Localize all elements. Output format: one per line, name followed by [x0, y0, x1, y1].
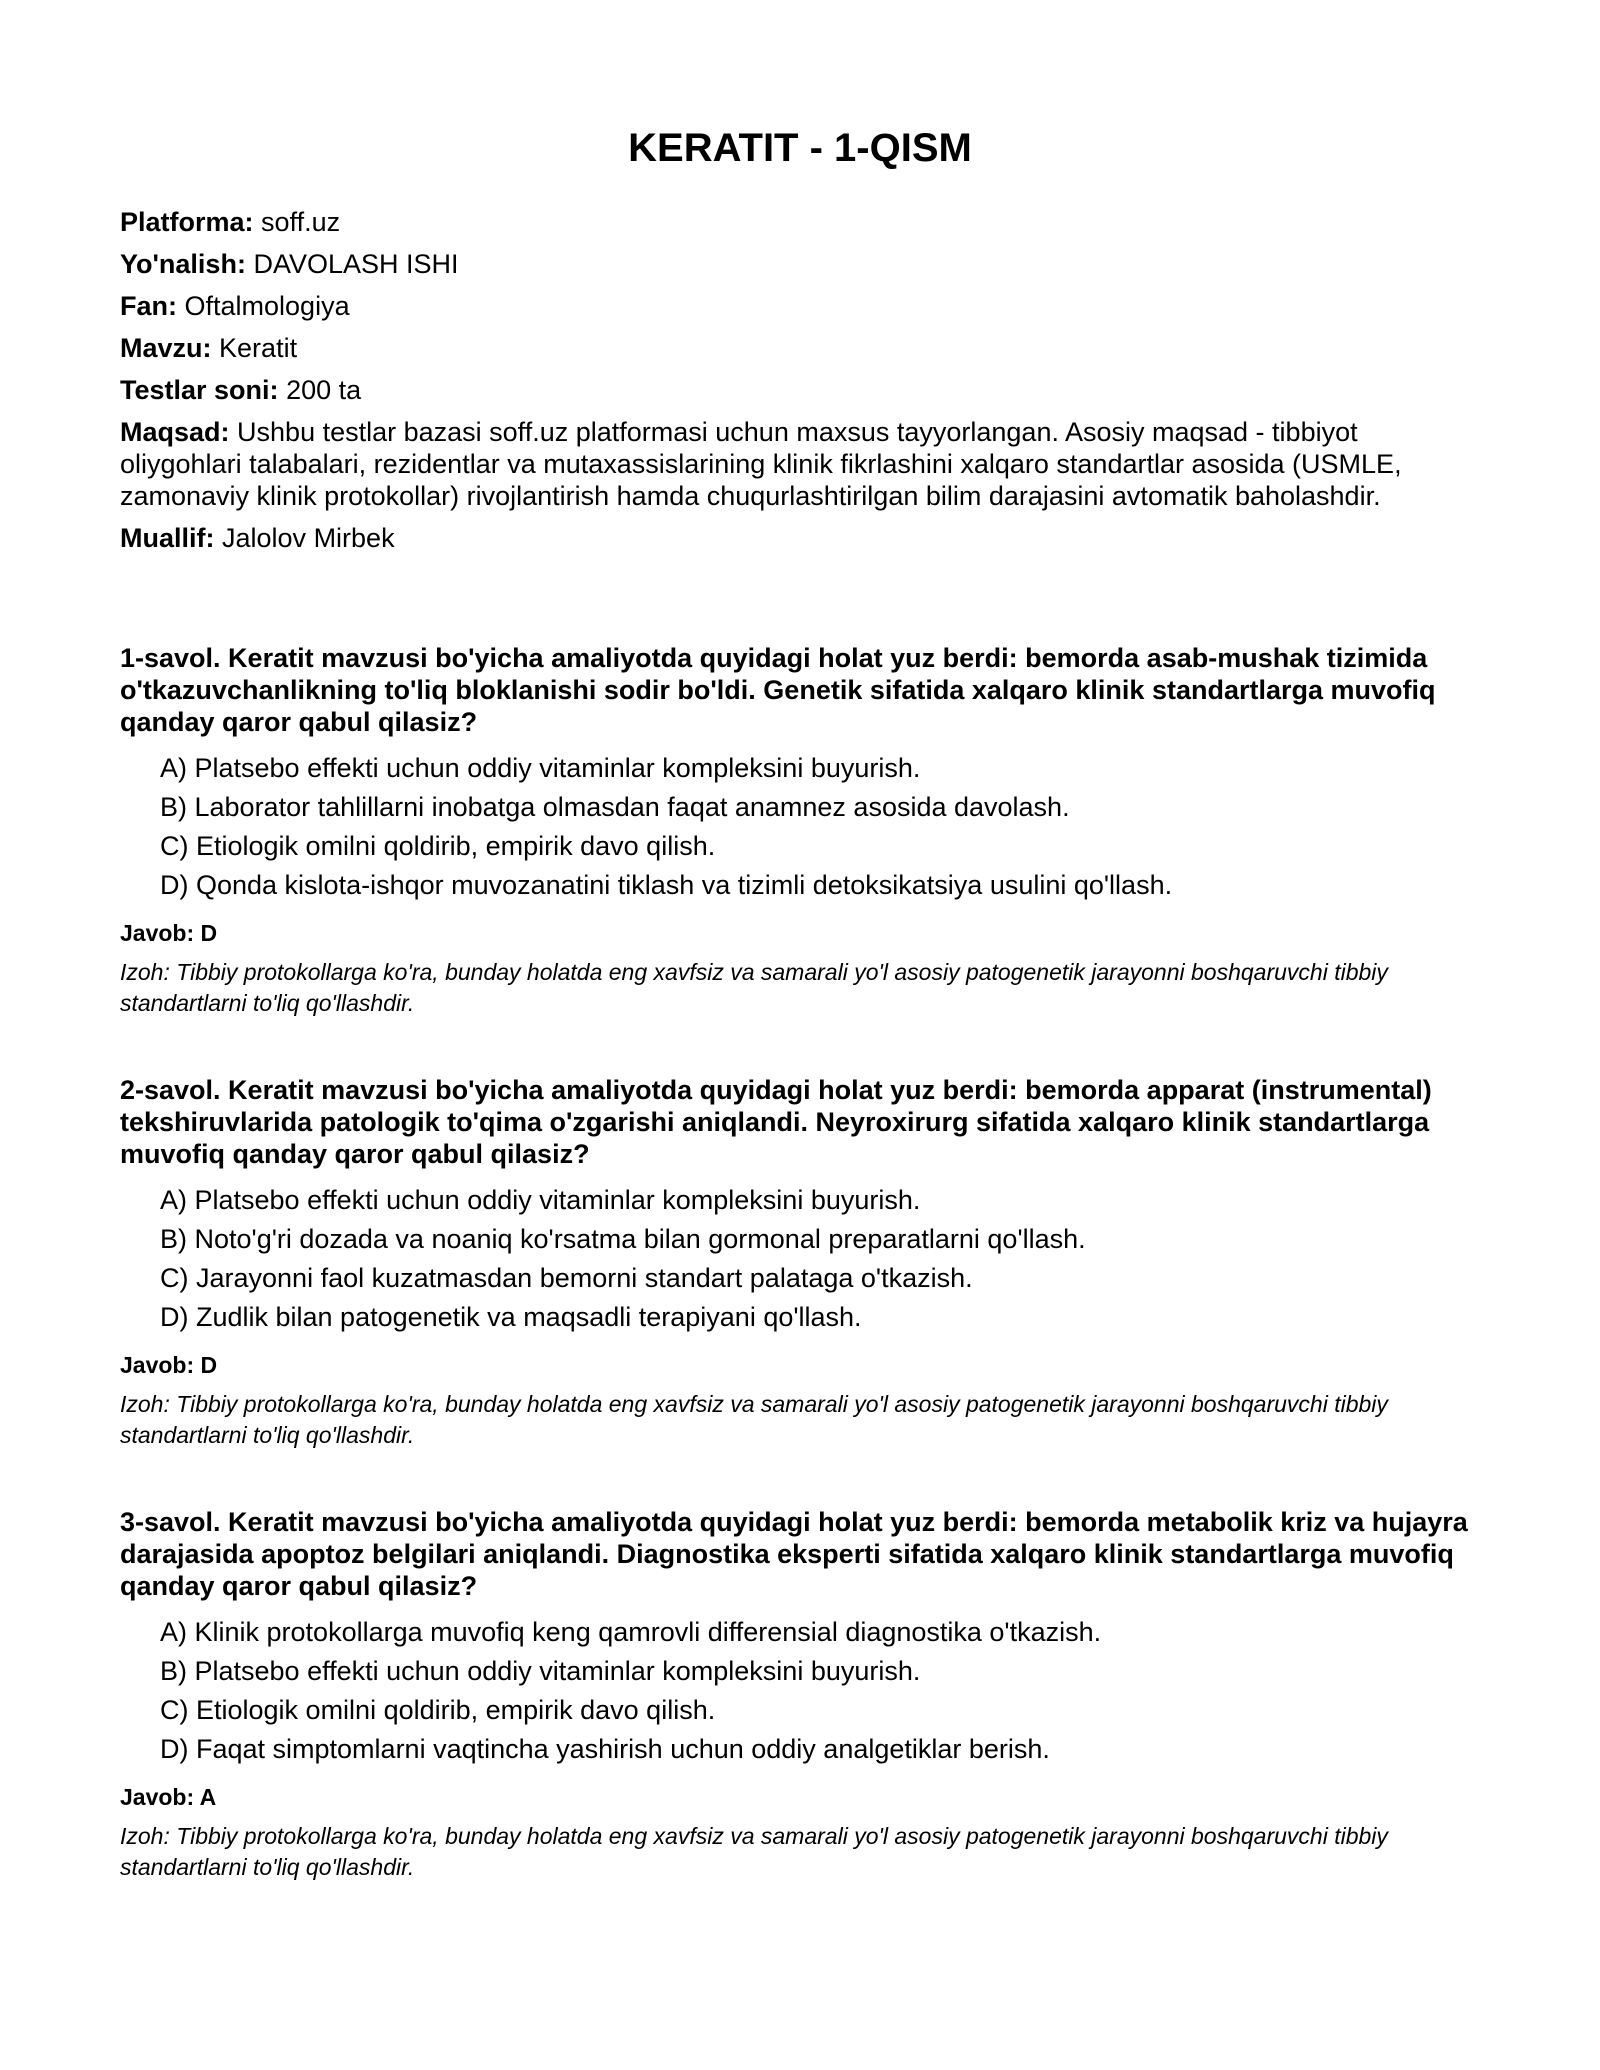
document-meta — [120, 206, 1480, 554]
option-list — [120, 752, 1480, 901]
answer-label: Javob: D — [120, 1352, 218, 1378]
option-d: D) Zudlik bilan patogenetik va maqsadli terapiyani qo'llash. — [160, 1302, 862, 1332]
meta-value: soff.uz — [261, 207, 341, 237]
meta-label: Testlar soni: — [120, 375, 279, 405]
option-list — [120, 1616, 1480, 1765]
option-c: C) Etiologik omilni qoldirib, empirik davo qilish. — [160, 1695, 716, 1725]
option-a: A) Platsebo effekti uchun oddiy vitaminlar kompleksini buyurish. — [160, 753, 921, 783]
answer-label: Javob: D — [120, 920, 218, 946]
meta-author — [120, 522, 1480, 554]
meta-label: Fan: — [120, 291, 177, 321]
option-b: B) Platsebo effekti uchun oddiy vitaminlar kompleksini buyurish. — [160, 1656, 921, 1686]
option-b: B) Noto'g'ri dozada va noaniq ko'rsatma bilan gormonal preparatlarni qo'llash. — [160, 1224, 1086, 1254]
explanation-note: Izoh: Tibbiy protokollarga ko'ra, bunday holatda eng xavfsiz va samarali yo'l asosiy patogenetik jarayonni boshqaruvchi tibbiy standartlarni to'liq qo'llashdir. — [120, 1823, 1388, 1880]
meta-label: Yo'nalish: — [120, 249, 246, 279]
meta-value: 200 ta — [286, 375, 362, 405]
meta-value: Keratit — [219, 333, 298, 363]
question-text: 1-savol. Keratit mavzusi bo'yicha amaliyotda quyidagi holat yuz berdi: bemorda asab-mushak tizimida o'tkazuvchanlikning to'liq bloklanishi sodir bo'ldi. Genetik sifatida xalqaro klinik standartlarga muvofiq qanday qaror qabul qilasiz? — [120, 643, 1436, 737]
meta-value: Oftalmologiya — [184, 291, 350, 321]
option-list — [120, 1184, 1480, 1333]
option-d: D) Qonda kislota-ishqor muvozanatini tiklash va tizimli detoksikatsiya usulini qo'llash. — [160, 870, 1173, 900]
option-b: B) Laborator tahlillarni inobatga olmasdan faqat anamnez asosida davolash. — [160, 792, 1070, 822]
meta-direction — [120, 248, 1480, 280]
meta-value: Jalolov Mirbek — [222, 523, 395, 553]
option-a: A) Klinik protokollarga muvofiq keng qamrovli differensial diagnostika o'tkazish. — [160, 1617, 1102, 1647]
question-3 — [120, 1506, 1480, 1883]
document-title: KERATIT - 1-QISM — [628, 126, 972, 170]
option-c: C) Etiologik omilni qoldirib, empirik davo qilish. — [160, 831, 716, 861]
meta-platform — [120, 206, 1480, 238]
meta-test-count — [120, 374, 1480, 406]
question-2 — [120, 1074, 1480, 1451]
meta-subject — [120, 290, 1480, 322]
meta-purpose — [120, 416, 1480, 512]
answer-label: Javob: A — [120, 1784, 217, 1810]
meta-value: DAVOLASH ISHI — [253, 249, 459, 279]
question-text: 2-savol. Keratit mavzusi bo'yicha amaliyotda quyidagi holat yuz berdi: bemorda apparat (instrumental) tekshiruvlarida patologik to'qima o'zgarishi aniqlandi. Neyroxirurg sifatida xalqaro klinik standartlarga muvofiq qanday qaror qabul qilasiz? — [120, 1075, 1432, 1169]
meta-label: Platforma: — [120, 207, 254, 237]
meta-label: Maqsad: — [120, 417, 230, 447]
section-spacer — [120, 564, 1480, 642]
meta-value: Ushbu testlar bazasi soff.uz platformasi uchun maxsus tayyorlangan. Asosiy maqsad - tibbiyot oliygohlari talabalari, rezidentlar va mutaxassislarining klinik fikrlashini xalqaro standartlar asosida (USMLE, zamonaviy klinik protokollar) rivojlantirish hamda chuqurlashtirilgan bilim darajasini avtomatik baholashdir. — [120, 417, 1402, 511]
explanation-note: Izoh: Tibbiy protokollarga ko'ra, bunday holatda eng xavfsiz va samarali yo'l asosiy patogenetik jarayonni boshqaruvchi tibbiy standartlarni to'liq qo'llashdir. — [120, 959, 1388, 1016]
explanation-note: Izoh: Tibbiy protokollarga ko'ra, bunday holatda eng xavfsiz va samarali yo'l asosiy patogenetik jarayonni boshqaruvchi tibbiy standartlarni to'liq qo'llashdir. — [120, 1391, 1388, 1448]
question-1 — [120, 642, 1480, 1019]
meta-label: Mavzu: — [120, 333, 212, 363]
option-c: C) Jarayonni faol kuzatmasdan bemorni standart palataga o'tkazish. — [160, 1263, 973, 1293]
meta-topic — [120, 332, 1480, 364]
option-a: A) Platsebo effekti uchun oddiy vitaminlar kompleksini buyurish. — [160, 1185, 921, 1215]
question-text: 3-savol. Keratit mavzusi bo'yicha amaliyotda quyidagi holat yuz berdi: bemorda metabolik kriz va hujayra darajasida apoptoz belgilari aniqlandi. Diagnostika eksperti sifatida xalqaro klinik standartlarga muvofiq qanday qaror qabul qilasiz? — [120, 1507, 1468, 1601]
option-d: D) Faqat simptomlarni vaqtincha yashirish uchun oddiy analgetiklar berish. — [160, 1734, 1050, 1764]
meta-label: Muallif: — [120, 523, 215, 553]
